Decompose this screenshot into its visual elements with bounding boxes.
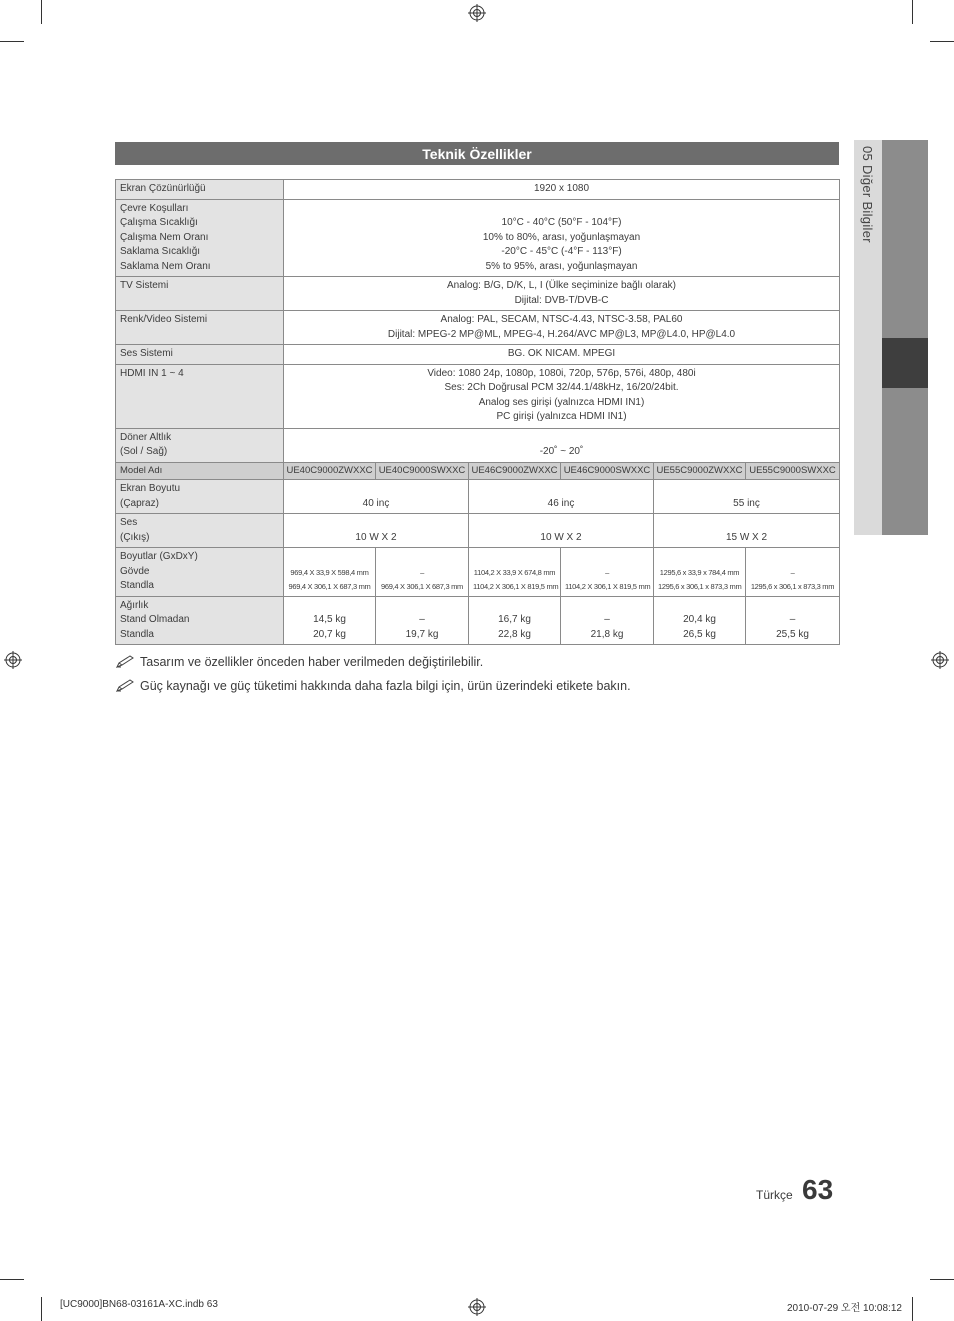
- dimension-cell: [284, 548, 376, 597]
- row-label: [116, 428, 284, 462]
- note-pencil-icon: [115, 655, 135, 669]
- label-line: Gövde: [120, 565, 150, 577]
- slug-file: [UC9000]BN68-03161A-XC.indb 63: [60, 1299, 218, 1310]
- label-line: Saklama Sıcaklığı: [120, 246, 201, 257]
- label-line: Çalışma Nem Oranı: [120, 231, 209, 243]
- note: [115, 679, 631, 693]
- label-line: (Çapraz): [120, 497, 159, 509]
- weight-with-stand: 25,5 kg: [776, 628, 809, 640]
- label-line: Ekran Boyutu: [120, 483, 181, 494]
- dimension-cell: [469, 548, 561, 597]
- weight-cell: [654, 596, 746, 645]
- row-value: 15 W X 2: [654, 514, 840, 548]
- dimension-cell: [561, 548, 654, 597]
- table-row: [116, 199, 840, 277]
- dimension-cell: [376, 548, 469, 597]
- row-label: Model Adı: [116, 462, 284, 480]
- value-line: Video: 1080 24p, 1080p, 1080i, 720p, 576p, 576i, 480p, 480i: [427, 367, 696, 379]
- dimension-stand: 969,4 X 306,1 X 687,3 mm: [288, 581, 371, 591]
- dimension-stand: 1104,2 X 306,1 X 819,5 mm: [473, 581, 559, 591]
- dimension-body: –: [420, 567, 424, 577]
- label-line: Boyutlar (GxDxY): [120, 551, 198, 562]
- crop-mark: [912, 1297, 913, 1321]
- note-pencil-icon: [115, 679, 135, 693]
- spec-table: [115, 179, 840, 645]
- value-line: Ses: 2Ch Doğrusal PCM 32/44.1/48kHz, 16/20/24bit.: [444, 382, 679, 393]
- row-label: [116, 480, 284, 514]
- table-row: [116, 462, 840, 480]
- row-label: [116, 596, 284, 645]
- weight-with-stand: 22,8 kg: [498, 628, 531, 640]
- weight-without-stand: –: [604, 614, 610, 625]
- label-line: Standla: [120, 628, 154, 640]
- row-label: Renk/Video Sistemi: [116, 311, 284, 345]
- crop-mark: [41, 1297, 42, 1321]
- label-line: (Sol / Sağ): [120, 446, 168, 457]
- chapter-tab-marker: [882, 338, 928, 388]
- value-line: 10°C - 40°C (50°F - 104°F): [501, 217, 622, 228]
- row-value: 1920 x 1080: [284, 180, 840, 200]
- model-name: UE55C9000SWXXC: [746, 462, 840, 480]
- dimension-stand: 1104,2 X 306,1 X 819,5 mm: [565, 581, 651, 591]
- model-name: UE46C9000ZWXXC: [469, 462, 561, 480]
- dimension-body: 969,4 X 33,9 X 598,4 mm: [290, 567, 369, 577]
- chapter-tab-label: 05 Diğer Bilgiler: [860, 146, 875, 243]
- dimension-cell: [654, 548, 746, 597]
- weight-without-stand: 16,7 kg: [498, 614, 531, 625]
- row-label: [116, 514, 284, 548]
- dimension-stand: 1295,6 x 306,1 x 873,3 mm: [750, 581, 835, 591]
- crop-mark: [930, 41, 954, 42]
- dimension-stand: 1295,6 x 306,1 x 873,3 mm: [658, 581, 742, 591]
- label-line: Saklama Nem Oranı: [120, 260, 211, 272]
- dimension-body: –: [605, 567, 609, 577]
- table-row: [116, 548, 840, 597]
- registration-mark-icon: [468, 4, 486, 22]
- crop-mark: [0, 1279, 24, 1280]
- label-line: Ses: [120, 517, 138, 528]
- table-row: [116, 345, 840, 365]
- row-value: [284, 311, 840, 345]
- value-line: Dijital: MPEG-2 MP@ML, MPEG-4, H.264/AVC MP@L3, MP@L4.0, HP@L4.0: [387, 328, 736, 340]
- dimension-body: –: [790, 567, 795, 577]
- table-row: [116, 428, 840, 462]
- table-row: [116, 480, 840, 514]
- weight-cell: [469, 596, 561, 645]
- row-label: Ses Sistemi: [116, 345, 284, 365]
- value-line: -20°C - 45°C (-4°F - 113°F): [501, 246, 622, 257]
- footer-language: Türkçe: [756, 1188, 793, 1202]
- row-label: TV Sistemi: [116, 277, 284, 311]
- weight-cell: [284, 596, 376, 645]
- value-line: Analog: B/G, D/K, L, I (Ülke seçiminize bağlı olarak): [447, 280, 676, 291]
- crop-mark: [41, 0, 42, 24]
- registration-mark-icon: [4, 651, 22, 669]
- model-name: UE55C9000ZWXXC: [654, 462, 746, 480]
- row-value: [284, 277, 840, 311]
- row-value: BG. OK NICAM. MPEGI: [284, 345, 840, 365]
- slug-timestamp: 2010-07-29 오전 10:08:12: [787, 1303, 902, 1314]
- dimension-cell: [746, 548, 840, 597]
- row-label: Ekran Çözünürlüğü: [116, 180, 284, 200]
- value-line: 10% to 80%, arası, yoğunlaşmayan: [482, 231, 641, 243]
- note: [115, 655, 483, 669]
- note-text: Tasarım ve özellikler önceden haber verilmeden değiştirilebilir.: [140, 655, 484, 669]
- row-value: 55 inç: [654, 480, 840, 514]
- crop-mark: [0, 41, 24, 42]
- crop-mark: [912, 0, 913, 24]
- weight-with-stand: 21,8 kg: [590, 628, 624, 640]
- label-line: Ağırlık: [120, 599, 149, 611]
- weight-without-stand: –: [419, 614, 425, 625]
- weight-with-stand: 19,7 kg: [405, 628, 439, 640]
- dimension-body: 1104,2 X 33,9 X 674,8 mm: [473, 567, 556, 577]
- model-name: UE40C9000SWXXC: [376, 462, 469, 480]
- label-line: Standla: [120, 580, 154, 591]
- table-row: [116, 311, 840, 345]
- label-line: Çevre Koşulları: [120, 202, 189, 214]
- row-value: 46 inç: [469, 480, 654, 514]
- row-value: 40 inç: [284, 480, 469, 514]
- section-title: Teknik Özellikler: [115, 142, 839, 165]
- registration-mark-icon: [931, 651, 949, 669]
- value-line: Analog: PAL, SECAM, NTSC-4.43, NTSC-3.58, PAL60: [440, 314, 683, 325]
- weight-with-stand: 20,7 kg: [313, 628, 346, 640]
- table-row: [116, 596, 840, 645]
- label-line: (Çıkış): [120, 531, 150, 543]
- table-row: [116, 364, 840, 428]
- table-row: [116, 514, 840, 548]
- crop-mark: [930, 1279, 954, 1280]
- label-line: Stand Olmadan: [120, 614, 190, 625]
- value-line: Dijital: DVB-T/DVB-C: [514, 294, 609, 306]
- weight-cell: [746, 596, 840, 645]
- weight-cell: [561, 596, 654, 645]
- value-line: 5% to 95%, arası, yoğunlaşmayan: [485, 260, 638, 272]
- row-value: -20˚ ~ 20˚: [284, 428, 840, 462]
- value-line: PC girişi (yalnızca HDMI IN1): [496, 411, 627, 422]
- row-value: 10 W X 2: [284, 514, 469, 548]
- page-number: 63: [802, 1174, 834, 1205]
- row-label: HDMI IN 1 ~ 4: [116, 364, 284, 428]
- value-line: Analog ses girişi (yalnızca HDMI IN1): [478, 396, 645, 408]
- row-value: [284, 199, 840, 277]
- weight-without-stand: 20,4 kg: [683, 614, 716, 625]
- dimension-body: 1295,6 x 33,9 x 784,4 mm: [659, 567, 740, 577]
- registration-mark-icon: [468, 1298, 486, 1316]
- weight-cell: [376, 596, 469, 645]
- row-value: 10 W X 2: [469, 514, 654, 548]
- model-name: UE46C9000SWXXC: [561, 462, 654, 480]
- weight-without-stand: –: [789, 614, 796, 625]
- dimension-stand: 969,4 X 306,1 X 687,3 mm: [380, 581, 464, 591]
- label-line: Çalışma Sıcaklığı: [120, 217, 198, 228]
- row-label: [116, 548, 284, 597]
- weight-without-stand: 14,5 kg: [313, 614, 346, 625]
- weight-with-stand: 26,5 kg: [683, 628, 716, 640]
- row-value: [284, 364, 840, 428]
- note-text: Güç kaynağı ve güç tüketimi hakkında daha fazla bilgi için, ürün üzerindeki etikete bakın.: [140, 679, 631, 693]
- row-label: [116, 199, 284, 277]
- table-row: [116, 180, 840, 200]
- label-line: Döner Altlık: [120, 431, 172, 443]
- model-name: UE40C9000ZWXXC: [284, 462, 376, 480]
- table-row: [116, 277, 840, 311]
